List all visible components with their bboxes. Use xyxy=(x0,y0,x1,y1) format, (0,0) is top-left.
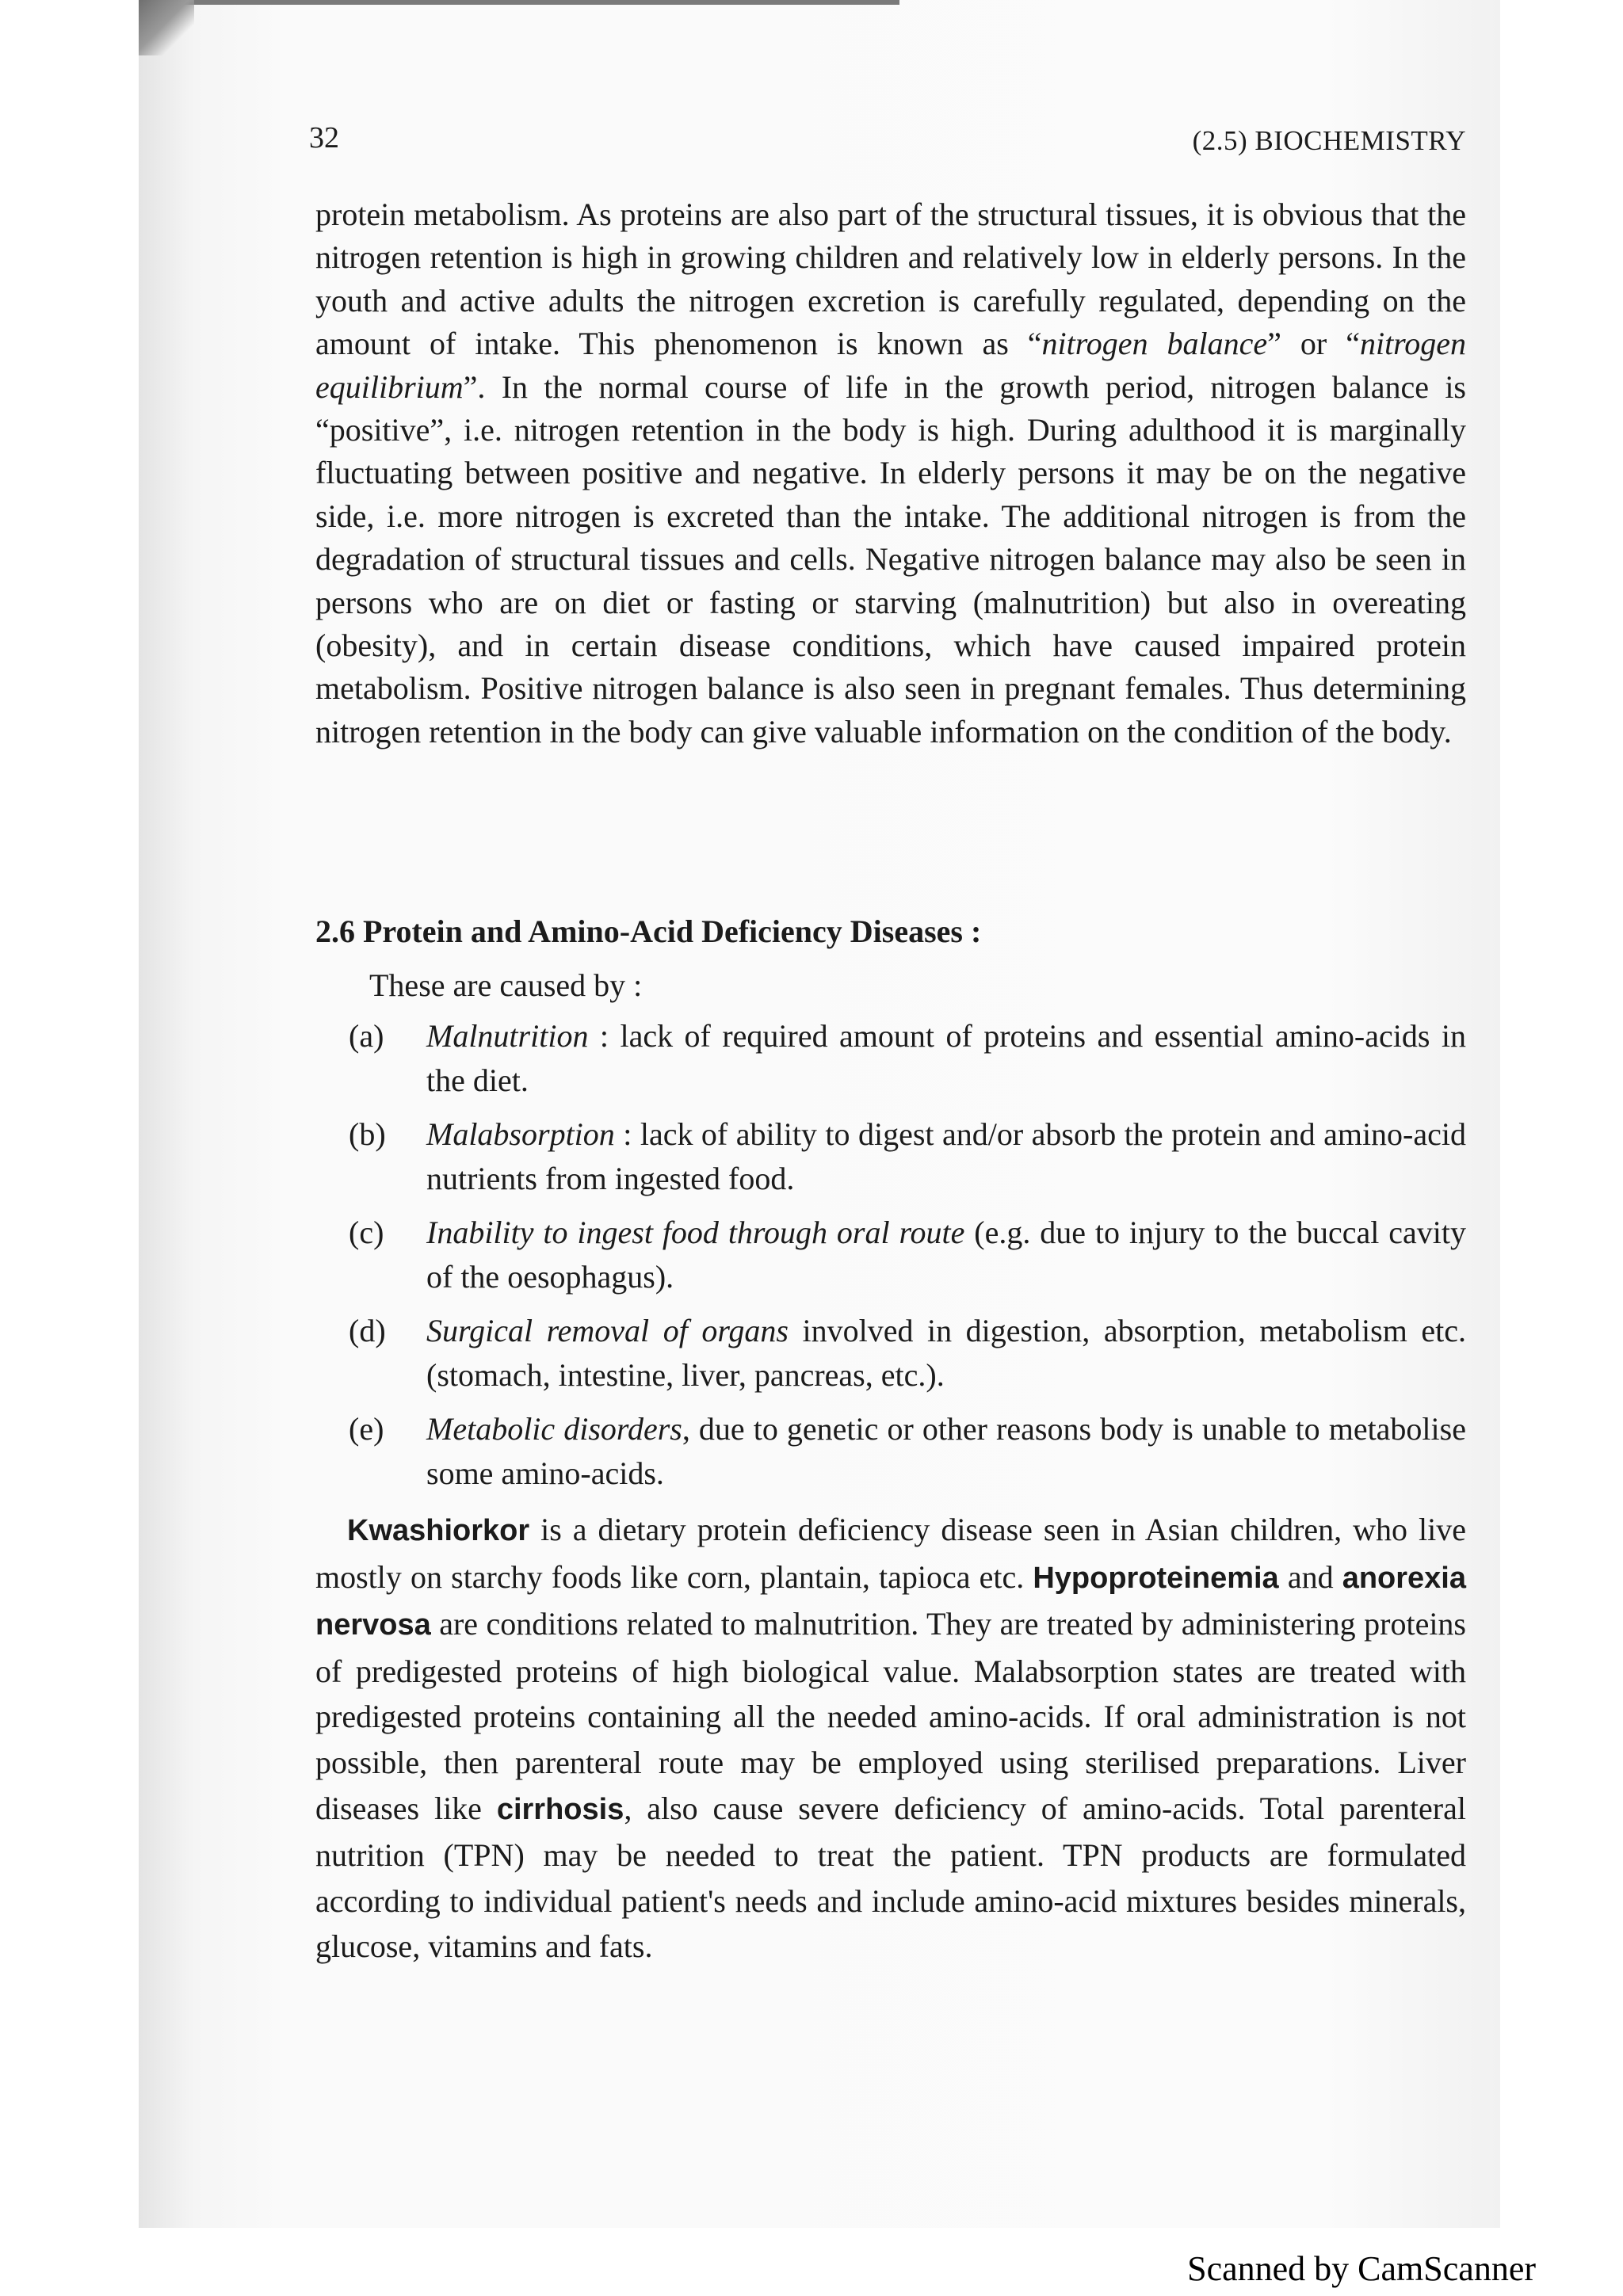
term-nitrogen-equilibrium: nitrogen equilibrium xyxy=(315,326,1467,405)
cause-description: : lack of required amount of proteins and essential amino-acids in the diet. xyxy=(426,1018,1466,1098)
section-intro: These are caused by : xyxy=(369,967,643,1003)
cause-text xyxy=(426,1407,1466,1496)
cause-term: Metabolic disorders xyxy=(426,1411,682,1447)
running-head: (2.5) BIOCHEMISTRY xyxy=(1192,125,1466,156)
section-heading: 2.6 Protein and Amino-Acid Deficiency Diseases : xyxy=(315,913,982,949)
paragraph-deficiency-diseases xyxy=(315,1507,1466,1970)
term-nitrogen-balance: nitrogen balance xyxy=(1041,326,1268,362)
page-corner-shadow xyxy=(139,0,194,55)
cause-marker: (c) xyxy=(349,1215,384,1250)
paragraph-text: and xyxy=(1278,1558,1342,1595)
cause-text xyxy=(426,1112,1466,1201)
cause-description: , due to genetic or other reasons body is unable to metabolise some amino-acids. xyxy=(426,1411,1466,1491)
cause-marker: (a) xyxy=(349,1018,384,1054)
scanner-watermark: Scanned by CamScanner xyxy=(1187,2249,1536,2288)
cause-item xyxy=(349,1407,1466,1496)
term-cirrhosis: cirrhosis xyxy=(496,1792,624,1826)
term-hypoproteinemia: Hypoproteinemia xyxy=(1033,1561,1279,1595)
paragraph-text: ”. In the normal course of life in the growth period, nitrogen balance is “positive”, i.e. nitrogen retention in the body is high. During adulthood it is marginally fluctuating between positive and negative. In elderly persons it may be on the negative side, i.e. more nitrogen is excreted than the intake. The additional nitrogen is from the degradation of structural tissues and cells. Negative nitrogen balance may also be seen in persons who are on diet or fasting or starving (malnutrition) but also in overeating (obesity), and in certain disease conditions, which have caused impaired protein metabolism. Positive nitrogen balance is also seen in pregnant females. Thus determining nitrogen retention in the body can give valuable information on the condition of the body. xyxy=(315,368,1466,749)
paragraph-text: is a dietary protein deficiency disease seen in Asian children, who live mostly on starchy foods like corn, plantain, tapioca etc. xyxy=(315,1512,1466,1595)
paragraph-text: , also cause severe deficiency of amino-acids. Total parenteral nutrition (TPN) may be needed to treat the patient. TPN products are formulated according to individual patient's needs and include amino-acid mixtures besides minerals, glucose, vitamins and fats. xyxy=(315,1790,1466,1965)
paragraph-text: are conditions related to malnutrition. They are treated by administering proteins of predigested proteins of high biological value. Malabsorption states are treated with predigested proteins containing all the needed amino-acids. If oral administration is not possible, then parenteral route may be employed using sterilised preparations. Liver diseases like xyxy=(315,1606,1466,1826)
cause-marker: (e) xyxy=(349,1411,384,1447)
term-anorexia-nervosa: anorexia nervosa xyxy=(315,1561,1466,1642)
cause-item xyxy=(349,1112,1466,1201)
cause-description: involved in digestion, absorption, metabolism etc. (stomach, intestine, liver, pancreas, etc.). xyxy=(426,1313,1466,1393)
cause-item xyxy=(349,1211,1466,1299)
paragraph-nitrogen-balance xyxy=(315,193,1466,753)
paragraph-text: ” or “ xyxy=(1267,326,1360,362)
cause-term: Surgical removal of organs xyxy=(426,1313,789,1348)
cause-description: : lack of ability to digest and/or absorb the protein and amino-acid nutrients from ingested food. xyxy=(426,1116,1466,1196)
cause-item xyxy=(349,1014,1466,1103)
cause-term: Malnutrition xyxy=(426,1018,589,1054)
cause-marker: (d) xyxy=(349,1313,386,1348)
cause-term: Malabsorption xyxy=(426,1116,615,1152)
paragraph-text: protein metabolism. As proteins are also part of the structural tissues, it is obvious that the nitrogen retention is high in growing children and relatively low in elderly persons. In the youth and active adults the nitrogen excretion is carefully regulated, depending on the amount of intake. This phenomenon is known as “ xyxy=(315,196,1466,362)
page-top-edge xyxy=(139,0,899,5)
cause-marker: (b) xyxy=(349,1116,386,1152)
cause-text xyxy=(426,1014,1466,1103)
cause-item xyxy=(349,1309,1466,1398)
cause-text xyxy=(426,1211,1466,1299)
cause-text xyxy=(426,1309,1466,1398)
page-number: 32 xyxy=(309,121,339,154)
term-kwashiorkor: Kwashiorkor xyxy=(347,1514,530,1547)
cause-term: Inability to ingest food through oral route xyxy=(426,1215,965,1250)
cause-description: (e.g. due to injury to the buccal cavity of the oesophagus). xyxy=(426,1215,1467,1295)
